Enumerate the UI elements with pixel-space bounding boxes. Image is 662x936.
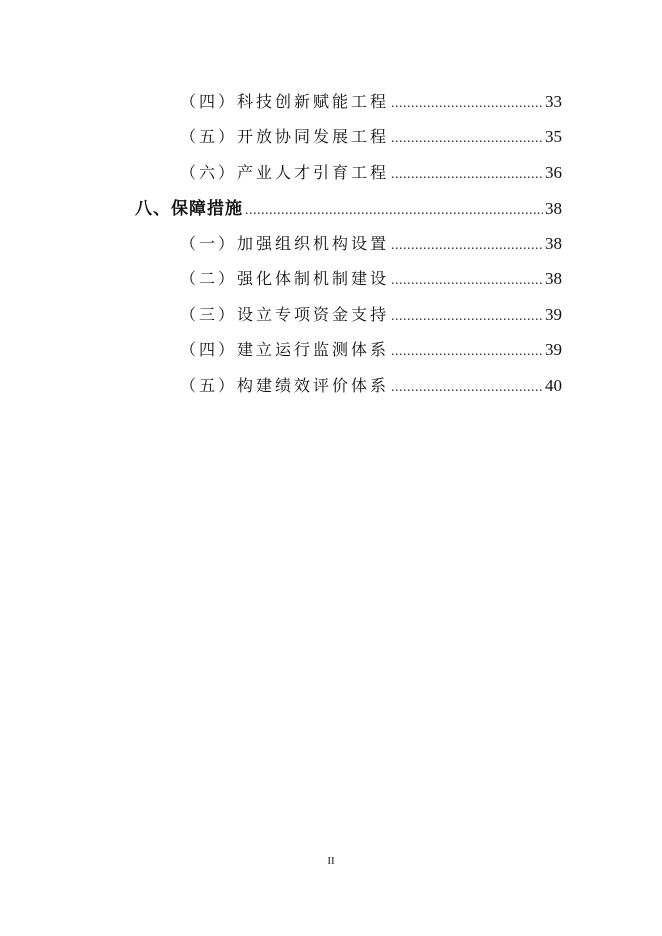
toc-entry-title: （五）开放协同发展工程	[180, 127, 390, 146]
toc-entry[interactable]	[180, 339, 562, 363]
toc-entry[interactable]	[180, 233, 562, 257]
toc-entry-page: 38	[545, 234, 562, 253]
toc-entry[interactable]	[180, 375, 562, 399]
toc-entry-title: （五）构建绩效评价体系	[180, 376, 390, 395]
toc-dot-leader	[391, 235, 543, 257]
toc-entry[interactable]	[180, 162, 562, 186]
toc-entry-page: 38	[545, 269, 562, 288]
toc-dot-leader	[391, 341, 543, 363]
toc-entry-page: 39	[545, 340, 562, 359]
toc-entry-title: （四）科技创新赋能工程	[180, 92, 390, 111]
toc-dot-leader	[245, 200, 543, 222]
toc-entry-page: 36	[545, 163, 562, 182]
toc-entry[interactable]	[180, 268, 562, 292]
toc-dot-leader	[391, 270, 543, 292]
toc-entry-page: 33	[545, 92, 562, 111]
toc-dot-leader	[391, 164, 543, 186]
toc-section-heading[interactable]	[135, 198, 562, 222]
toc-entry-title: 八、保障措施	[135, 199, 243, 219]
toc-entry[interactable]	[180, 91, 562, 115]
toc-dot-leader	[391, 377, 543, 399]
toc-entry-title: （二）强化体制机制建设	[180, 269, 390, 288]
toc-entry-page: 39	[545, 305, 562, 324]
toc-entry-page: 38	[545, 199, 562, 218]
toc-entry-page: 35	[545, 127, 562, 146]
toc-entry-title: （三）设立专项资金支持	[180, 305, 390, 324]
toc-entry[interactable]	[180, 304, 562, 328]
toc-dot-leader	[391, 306, 543, 328]
toc-entry-title: （四）建立运行监测体系	[180, 340, 390, 359]
toc-dot-leader	[391, 128, 543, 150]
toc-dot-leader	[391, 93, 543, 115]
toc-entry-title: （六）产业人才引育工程	[180, 163, 390, 182]
toc-entry[interactable]	[180, 126, 562, 150]
toc-entry-title: （一）加强组织机构设置	[180, 234, 390, 253]
toc-entry-page: 40	[545, 376, 562, 395]
page-number: II	[327, 855, 335, 867]
